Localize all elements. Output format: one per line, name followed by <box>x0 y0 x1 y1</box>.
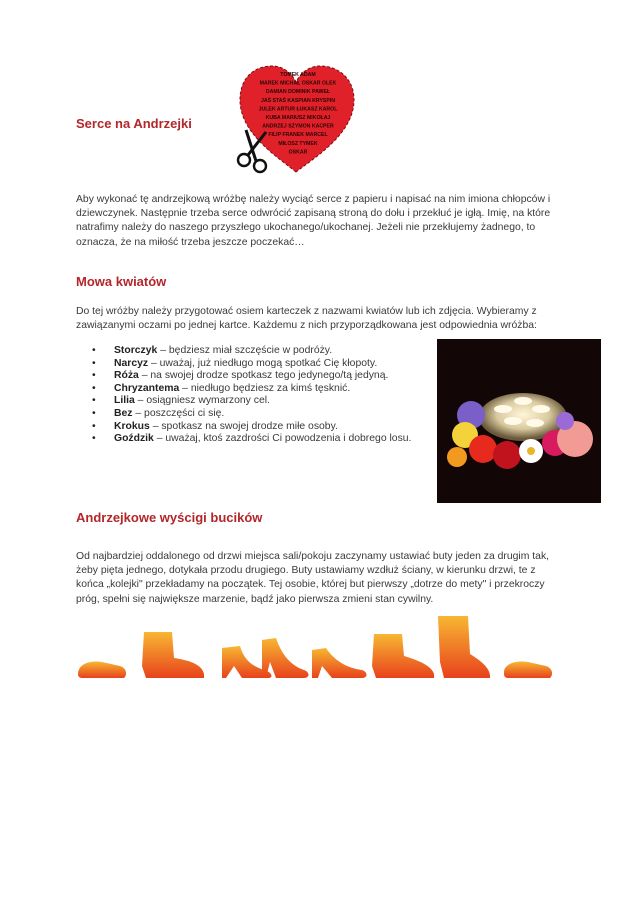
shoe-icon <box>78 662 126 679</box>
flowers-candles-photo <box>437 339 601 503</box>
list-item: • Bez – poszczęści ci się. <box>76 408 436 421</box>
heart-name-line: FILIP FRANEK MARCEL <box>268 132 328 139</box>
paragraph-mowa-kwiatow: Do tej wróżby należy przygotować osiem karteczek z nazwami kwiatów lub ich zdjęcia. Wybieramy z zawiązanymi oczami po jednej kartce. Każdemu z nich przyporządkowana jest odpowiednia wróżba: <box>76 306 537 332</box>
scissors-icon <box>238 130 266 172</box>
heart-name-line: JAŚ STAŚ KASPIAN KRYSPIN <box>260 97 336 104</box>
list-item: • Storczyk – będziesz miał szczęście w podróży. <box>76 345 436 358</box>
list-item: • Chryzantema – niedługo będziesz za kimś tęsknić. <box>76 383 436 396</box>
heart-name-line: MAREK MICHAŁ OSKAR OLEK <box>259 80 337 87</box>
list-item: • Goździk – uważaj, ktoś zazdrości Ci powodzenia i dobrego losu. <box>76 433 436 446</box>
list-item: • Krokus – spotkasz na swojej drodze miłe osoby. <box>76 421 436 434</box>
list-item: • Róża – na swojej drodze spotkasz tego jedynego/tą jedyną. <box>76 370 436 383</box>
paragraph-wyscigi-bucikow: Od najbardziej oddalonego od drzwi miejsca sali/pokoju zaczynamy ustawiać buty jeden za drugim tak, żeby pięta jednego, dotykała przodu drugiego. Buty ustawiamy wzdłuż ściany, w kierunku drzwi, te z końca „kolejki" przekładamy na początek. Tej osobie, której but pierwszy „dotrze do mety" i przekroczy próg, spełni się największe marzenie, bądź jako pierwsza zmieni stan cywilny. <box>76 551 550 605</box>
flower-list <box>76 345 436 446</box>
heading-serce: Serce na Andrzejki <box>76 116 192 131</box>
list-item: • Narcyz – uważaj, już niedługo mogą spotkać Cię kłopoty. <box>76 358 436 371</box>
heart-name-line: KUBA MARIUSZ MIKOŁAJ <box>265 115 331 121</box>
heart-scissors-image <box>234 62 358 177</box>
heart-name-line: JULEK ARTUR ŁUKASZ KAROL <box>258 106 338 113</box>
heading-wyscigi-bucikow: Andrzejkowe wyścigi bucików <box>76 510 263 525</box>
shoe-icon <box>438 616 490 678</box>
heart-name-line: TOMEK ADAM <box>280 72 316 78</box>
shoe-icon <box>262 638 309 678</box>
shoe-icon <box>372 634 434 678</box>
heart-name-line: OSKAR <box>288 149 308 156</box>
shoes-illustration <box>76 612 556 684</box>
shoe-icon <box>312 648 367 678</box>
list-item: • Lilia – osiągniesz wymarzony cel. <box>76 395 436 408</box>
heart-name-line: DAMIAN DOMINIK PAWEŁ <box>265 89 331 96</box>
heart-name-line: ANDRZEJ SZYMON KACPER <box>262 123 334 130</box>
heart-name-line: MIŁOSZ TYMEK <box>278 140 318 147</box>
shoe-icon <box>504 661 552 678</box>
shoe-icon <box>142 632 204 678</box>
paragraph-serce: Aby wykonać tę andrzejkową wróżbę należy wyciąć serce z papieru i napisać na nim imiona chłopców i dziewczynek. Następnie trzeba serce odwrócić zapisaną stroną do dołu i przekłuć je igłą. Imię, na które natrafimy należy do naszego przyszłego ukochanego/ukochanej. Jeżeli nie przekłujemy żadnego, to oznacza, że na miłość trzeba jeszcze poczekać… <box>76 194 551 248</box>
heading-mowa-kwiatow: Mowa kwiatów <box>76 274 167 289</box>
